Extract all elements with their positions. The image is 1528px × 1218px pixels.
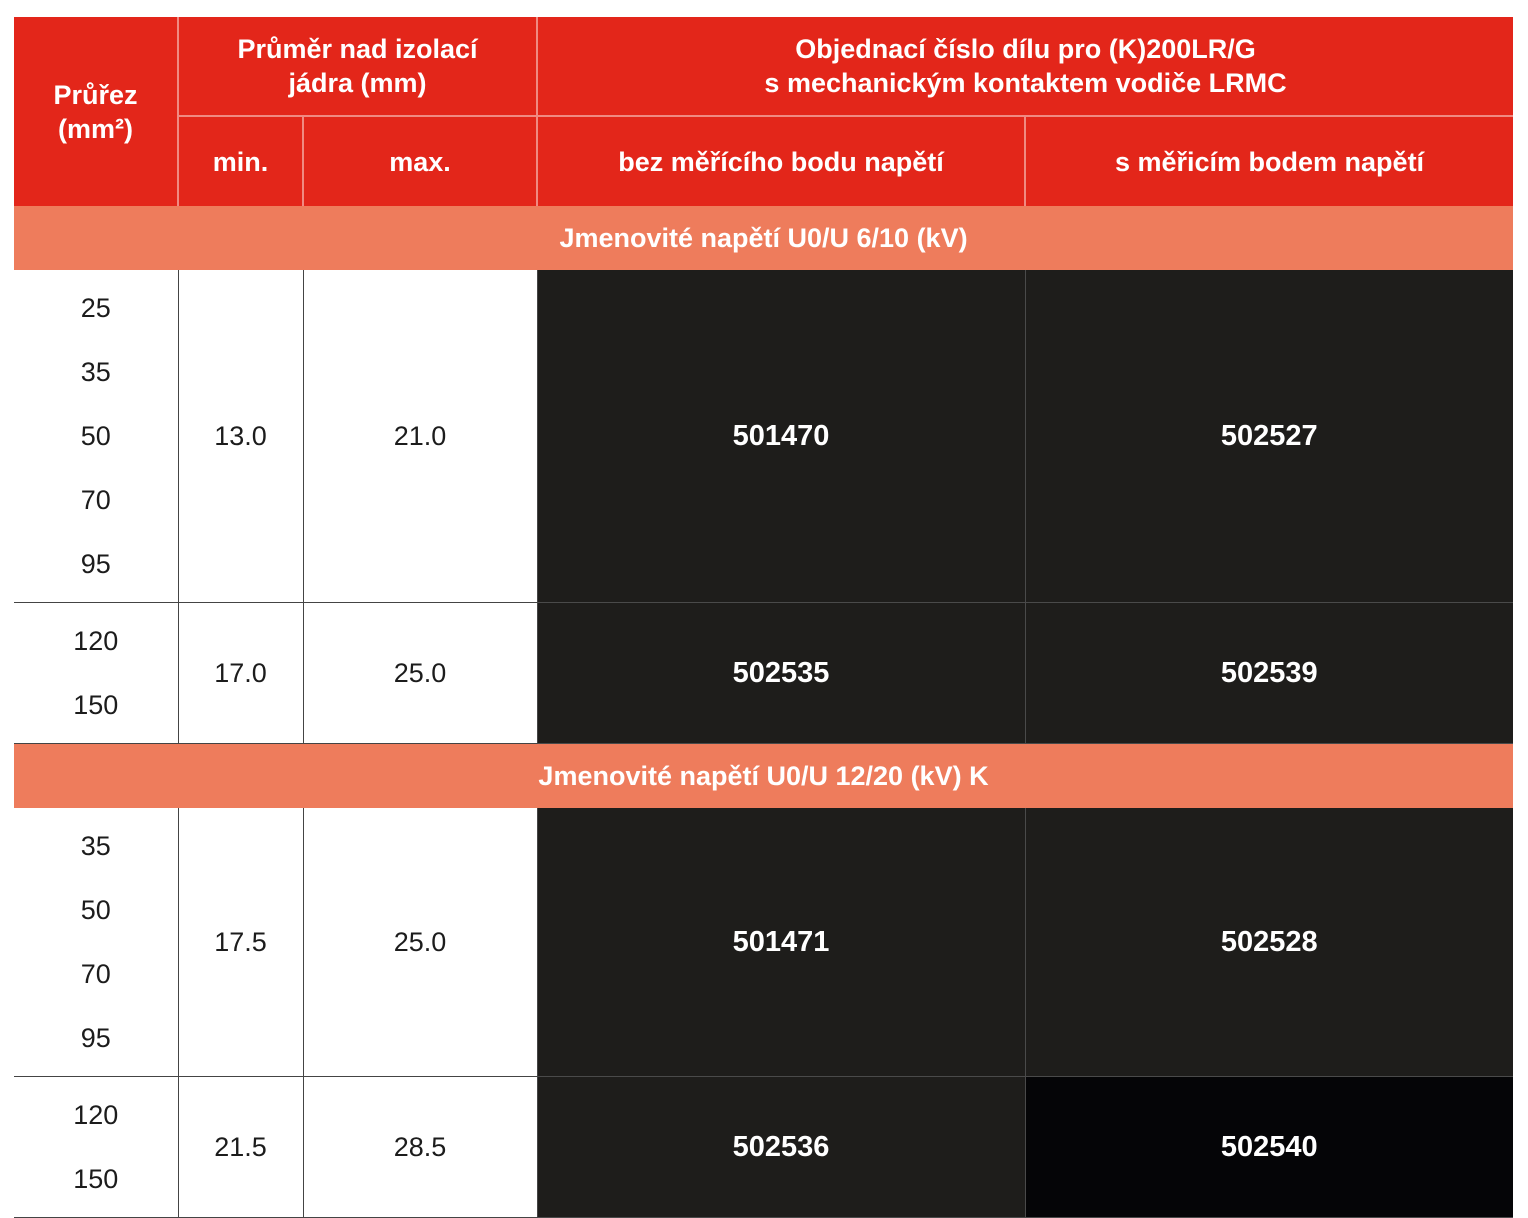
order-number-with-point: 502540 (1025, 1077, 1513, 1218)
cross-section-value: 35 (80, 357, 111, 387)
cross-section-values (14, 808, 178, 1077)
order-number-without-point: 502535 (537, 603, 1025, 744)
cross-section-value: 95 (80, 1023, 111, 1053)
without-voltage-point-header: bez měřícího bodu napětí (537, 116, 1025, 206)
order-number-with-point: 502539 (1025, 603, 1513, 744)
cross-section-values (14, 603, 178, 744)
section-row (14, 206, 1513, 270)
cross-section-header-line2: (mm²) (58, 113, 133, 144)
cross-section-values (14, 1077, 178, 1218)
diameter-header-line2: jádra (mm) (288, 68, 427, 98)
cross-section-value: 95 (80, 549, 111, 579)
table-body (14, 206, 1513, 1218)
cross-section-value: 70 (80, 959, 111, 989)
min-header: min. (178, 116, 303, 206)
cross-section-values (14, 270, 178, 603)
table-row (14, 808, 1513, 1077)
cross-section-header (14, 17, 178, 206)
order-number-without-point: 501471 (537, 808, 1025, 1077)
cross-section-value: 150 (73, 1164, 119, 1194)
min-diameter-value: 21.5 (178, 1077, 303, 1218)
order-number-header-line1: Objednací číslo dílu pro (K)200LR/G (795, 34, 1256, 64)
order-number-with-point: 502527 (1025, 270, 1513, 603)
min-diameter-value: 17.0 (178, 603, 303, 744)
cross-section-value: 120 (73, 1100, 119, 1130)
table-header (14, 17, 1513, 206)
cross-section-value: 70 (80, 485, 111, 515)
table-row (14, 270, 1513, 603)
order-number-without-point: 501470 (537, 270, 1025, 603)
cross-section-header-line1: Průřez (53, 79, 138, 110)
with-voltage-point-header: s měřicím bodem napětí (1025, 116, 1513, 206)
cross-section-value: 50 (80, 895, 111, 925)
max-diameter-value: 25.0 (303, 603, 537, 744)
max-diameter-value: 28.5 (303, 1077, 537, 1218)
order-number-header (537, 17, 1513, 116)
table-row (14, 1077, 1513, 1218)
order-number-with-point: 502528 (1025, 808, 1513, 1077)
section-row (14, 744, 1513, 809)
section-title: Jmenovité napětí U0/U 12/20 (kV) K (14, 744, 1513, 809)
max-header: max. (303, 116, 537, 206)
cable-spec-table (14, 17, 1513, 1218)
cross-section-value: 35 (80, 831, 111, 861)
section-title: Jmenovité napětí U0/U 6/10 (kV) (14, 206, 1513, 270)
max-diameter-value: 21.0 (303, 270, 537, 603)
max-diameter-value: 25.0 (303, 808, 537, 1077)
diameter-header-line1: Průměr nad izolací (237, 34, 478, 64)
cross-section-value: 120 (73, 626, 119, 656)
cross-section-value: 150 (73, 690, 119, 720)
cross-section-value: 25 (80, 293, 111, 323)
order-number-without-point: 502536 (537, 1077, 1025, 1218)
order-number-header-line2: s mechanickým kontaktem vodiče LRMC (764, 68, 1287, 98)
table-row (14, 603, 1513, 744)
cross-section-value: 50 (80, 421, 111, 451)
diameter-header (178, 17, 537, 116)
min-diameter-value: 17.5 (178, 808, 303, 1077)
min-diameter-value: 13.0 (178, 270, 303, 603)
